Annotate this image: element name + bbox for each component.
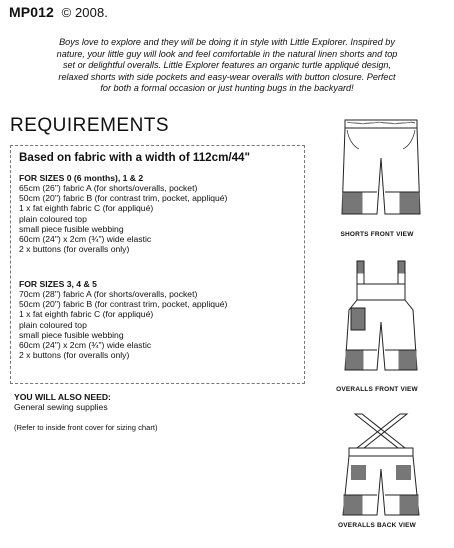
- size-group-3-5: [19, 279, 299, 360]
- materials-item: small piece fusible webbing: [19, 223, 124, 234]
- pattern-header: [9, 4, 108, 21]
- overalls-back-illustration: [337, 413, 425, 523]
- shorts-left-pocket: [347, 130, 359, 149]
- also-need-title: YOU WILL ALSO NEED:: [14, 392, 111, 402]
- sizing-chart-note: (Refer to inside front cover for sizing chart): [14, 423, 158, 432]
- intro-paragraph: [12, 37, 442, 95]
- garment-views: [307, 118, 447, 538]
- overalls-bib: [357, 284, 405, 300]
- materials-item: 2 x buttons (for overalls only): [19, 244, 130, 255]
- overalls-front-illustration: [339, 260, 423, 378]
- intro-line: set or delightful overalls. Little Explorer features an organic turtle appliqué design,: [62, 60, 392, 70]
- materials-item: 2 x buttons (for overalls only): [19, 350, 130, 361]
- shorts-right-trim: [400, 192, 420, 214]
- overalls-left-trim: [346, 350, 364, 370]
- overalls-back-left-trim: [344, 495, 363, 515]
- intro-line: relaxed shorts with side pockets and easy-wear overalls with button closure. Perfect: [58, 71, 396, 82]
- also-need-section: [14, 392, 304, 433]
- intro-line: for both a formal occasion or just hunting bugs in the backyard!: [100, 83, 354, 93]
- intro-line: nature, your little guy will look and feel comfortable in the natural linen shorts and top: [56, 48, 398, 59]
- materials-item: 1 x fat eighth fabric C (for appliqué): [19, 309, 154, 320]
- fabric-width-heading: Based on fabric with a width of 112cm/44": [19, 151, 250, 164]
- overalls-back-right-trim: [400, 495, 419, 515]
- shorts-waistband-stitch: [347, 122, 415, 124]
- size-group-heading: FOR SIZES 3, 4 & 5: [19, 279, 97, 289]
- overalls-back-strap-a: [355, 414, 405, 448]
- materials-item: small piece fusible webbing: [19, 329, 124, 340]
- materials-item: 65cm (26") fabric A (for shorts/overalls, pocket): [19, 183, 198, 193]
- overalls-back-left-pocket: [351, 465, 366, 480]
- materials-item: 60cm (24") x 2cm (¾") wide elastic: [19, 234, 152, 245]
- shorts-front-illustration: [339, 118, 423, 222]
- overalls-back-waist: [349, 448, 413, 456]
- pattern-code: MP012: [9, 4, 54, 20]
- shorts-left-trim: [343, 192, 363, 214]
- copyright-notice: © 2008.: [61, 5, 109, 20]
- materials-item: plain coloured top: [19, 213, 87, 224]
- requirements-title: REQUIREMENTS: [10, 115, 170, 136]
- materials-list: [19, 289, 299, 360]
- materials-item: 50cm (20") fabric B (for contrast trim, pocket, appliqué): [19, 299, 228, 310]
- overalls-left-strap-shade: [358, 262, 364, 274]
- materials-item: plain coloured top: [19, 319, 87, 330]
- overalls-right-trim: [399, 350, 417, 370]
- overalls-front-caption: OVERALLS FRONT VIEW: [336, 386, 418, 393]
- materials-item: 1 x fat eighth fabric C (for appliqué): [19, 203, 154, 214]
- materials-item: 70cm (28") fabric A (for shorts/overalls, pocket): [19, 289, 198, 299]
- also-need-item: General sewing supplies: [14, 402, 108, 412]
- materials-item: 60cm (24") x 2cm (¾") wide elastic: [19, 340, 152, 351]
- materials-list: [19, 183, 299, 254]
- overalls-back-strap-b: [357, 414, 407, 448]
- size-group-0-2: [19, 173, 299, 254]
- overalls-back-right-pocket: [396, 465, 411, 480]
- materials-item: 50cm (20") fabric B (for contrast trim, pocket, appliqué): [19, 193, 228, 204]
- intro-line: Boys love to explore and they will be doing it in style with Little Explorer. Inspired by: [59, 37, 395, 47]
- overalls-right-strap-shade: [399, 262, 405, 274]
- shorts-front-caption: SHORTS FRONT VIEW: [340, 231, 414, 238]
- overalls-front-pocket: [351, 308, 365, 330]
- overalls-back-caption: OVERALLS BACK VIEW: [338, 522, 416, 529]
- size-group-heading: FOR SIZES 0 (6 months), 1 & 2: [19, 173, 144, 183]
- shorts-right-pocket: [403, 130, 415, 149]
- shorts-waistband: [345, 120, 417, 128]
- requirements-box: [10, 145, 305, 384]
